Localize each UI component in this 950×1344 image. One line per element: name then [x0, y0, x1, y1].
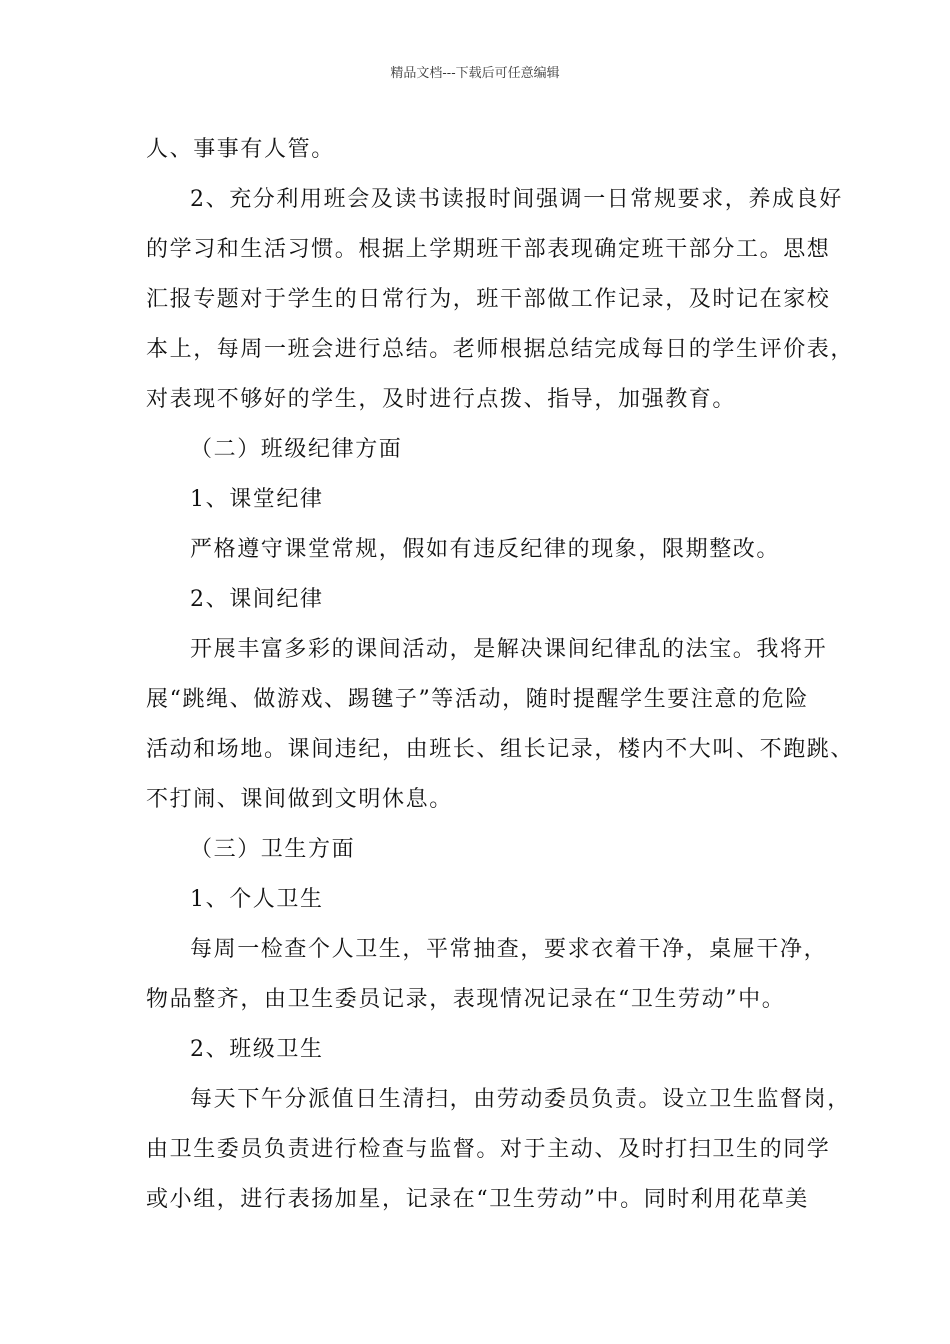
subsection-heading: 1、个人卫生 [190, 887, 324, 912]
subsection-heading: 1、课堂纪律 [190, 487, 324, 512]
section-heading: （三）卫生方面 [190, 837, 356, 862]
text-line: 对表现不够好的学生，及时进行点拨、指导，加强教育。 [146, 387, 737, 412]
text-line: 由卫生委员负责进行检查与监督。对于主动、及时打扫卫生的同学 [146, 1137, 831, 1162]
text-line: 活动和场地。课间违纪，由班长、组长记录，楼内不大叫、不跑跳、 [146, 737, 855, 762]
text-line: 的学习和生活习惯。根据上学期班干部表现确定班干部分工。思想 [146, 237, 831, 262]
page-header: 精品文档---下载后可任意编辑 [390, 66, 560, 81]
text-line: 物品整齐，由卫生委员记录，表现情况记录在“卫生劳动”中。 [146, 987, 786, 1012]
text-line: 本上，每周一班会进行总结。老师根据总结完成每日的学生评价表， [146, 337, 855, 362]
text-line: 不打闹、课间做到文明休息。 [146, 787, 453, 812]
text-line: 2、充分利用班会及读书读报时间强调一日常规要求，养成良好 [190, 187, 843, 212]
text-line: 严格遵守课堂常规，假如有违反纪律的现象，限期整改。 [190, 537, 781, 562]
text-line: 每周一检查个人卫生，平常抽查，要求衣着干净，桌屉干净， [190, 937, 828, 962]
text-line: 汇报专题对于学生的日常行为，班干部做工作记录，及时记在家校 [146, 287, 831, 312]
text-line: 或小组，进行表扬加星，记录在“卫生劳动”中。同时利用花草美 [146, 1187, 809, 1212]
text-line: 展“跳绳、做游戏、踢毽子”等活动，随时提醒学生要注意的危险 [146, 687, 809, 712]
subsection-heading: 2、课间纪律 [190, 587, 324, 612]
section-heading: （二）班级纪律方面 [190, 437, 403, 462]
text-line: 人、事事有人管。 [146, 137, 335, 162]
text-line: 开展丰富多彩的课间活动，是解决课间纪律乱的法宝。我将开 [190, 637, 828, 662]
subsection-heading: 2、班级卫生 [190, 1037, 324, 1062]
text-line: 每天下午分派值日生清扫，由劳动委员负责。设立卫生监督岗， [190, 1087, 851, 1112]
